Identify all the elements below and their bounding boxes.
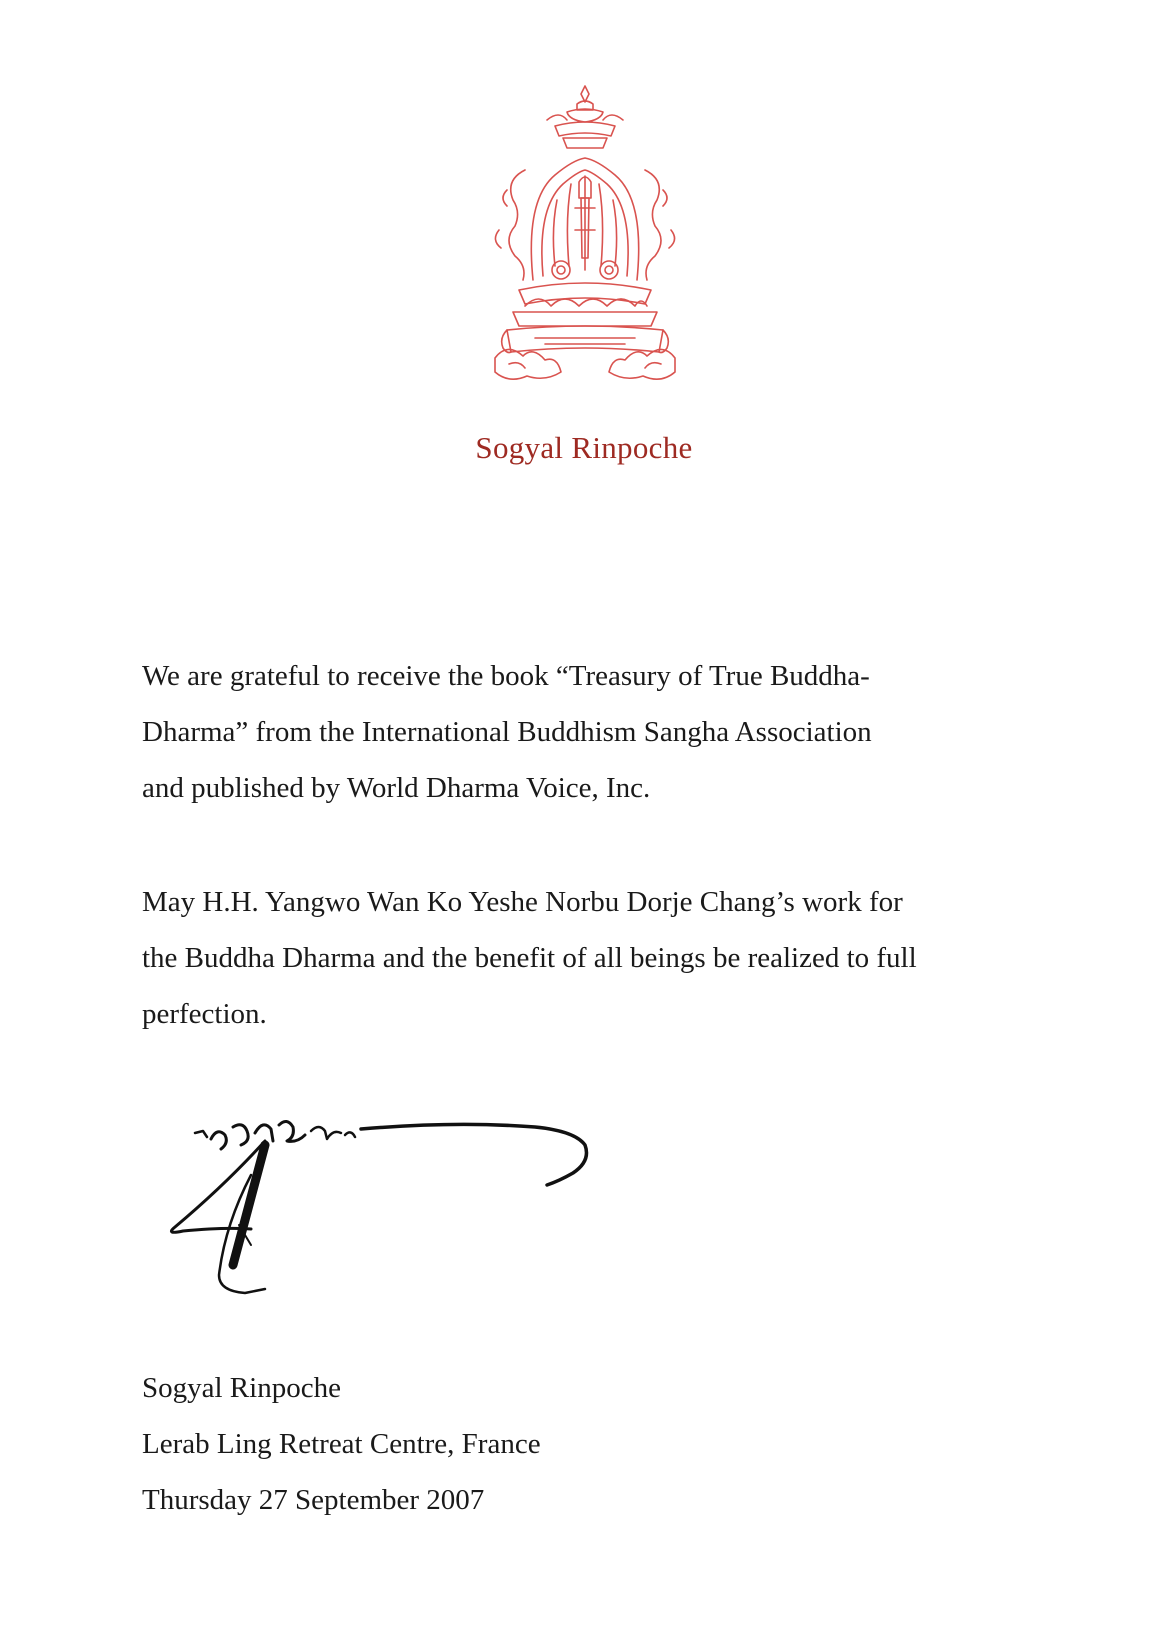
paragraph-line: Dharma” from the International Buddhism Sangha Association [142, 716, 872, 748]
closing-block [142, 1360, 541, 1528]
paragraph-acknowledgement [142, 648, 1042, 816]
vajra-shrine-emblem-icon [485, 80, 685, 390]
paragraph-line: and published by World Dharma Voice, Inc. [142, 772, 651, 804]
letterhead-name: Sogyal Rinpoche [475, 430, 693, 465]
handwritten-signature-icon [155, 1115, 635, 1295]
paragraph-blessing [142, 874, 1042, 1042]
letter-date: Thursday 27 September 2007 [142, 1484, 485, 1516]
signatory-name: Sogyal Rinpoche [142, 1372, 341, 1404]
paragraph-line: We are grateful to receive the book “Treasury of True Buddha- [142, 660, 870, 692]
signatory-location: Lerab Ling Retreat Centre, France [142, 1428, 541, 1460]
paragraph-line: May H.H. Yangwo Wan Ko Yeshe Norbu Dorje Chang’s work for [142, 886, 903, 918]
paragraph-line: perfection. [142, 998, 267, 1030]
paragraph-line: the Buddha Dharma and the benefit of all beings be realized to full [142, 942, 917, 974]
